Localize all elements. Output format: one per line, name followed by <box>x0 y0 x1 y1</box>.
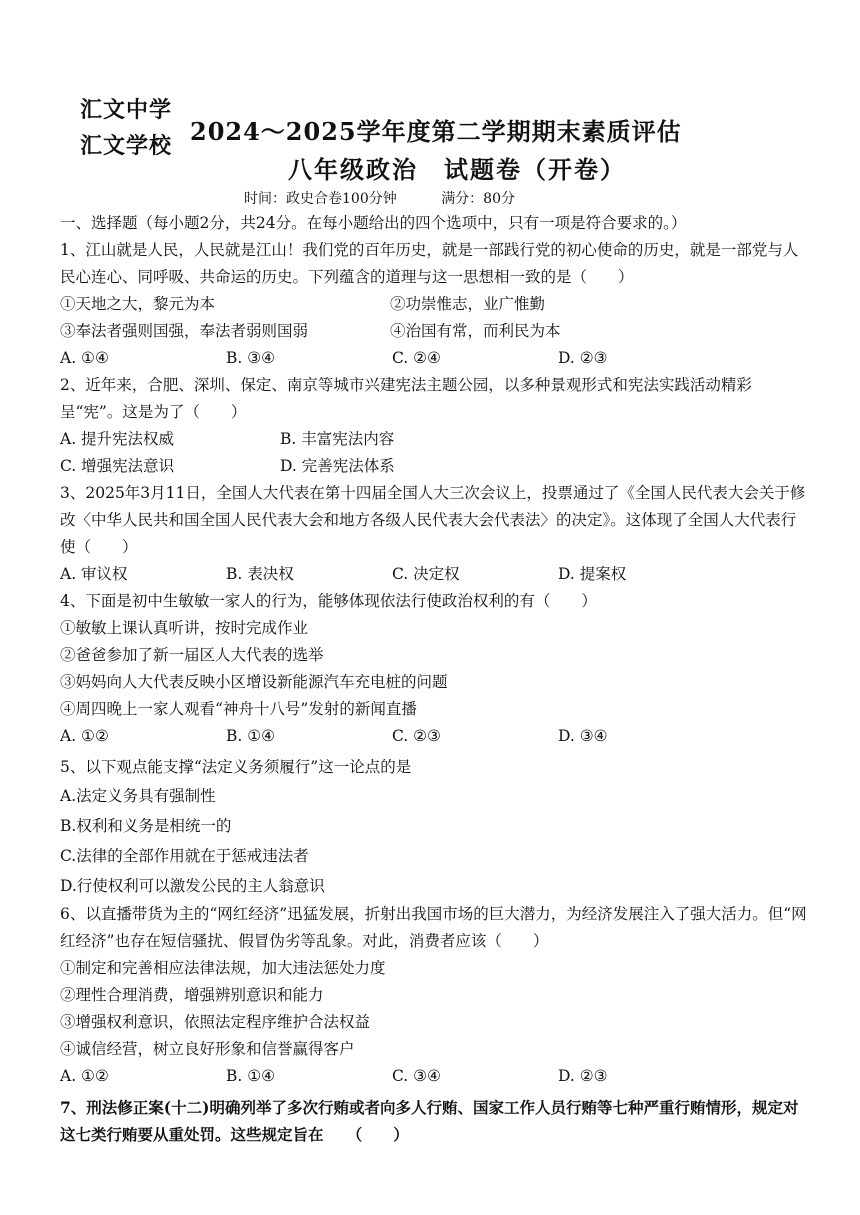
q3-option-a: A. 审议权 <box>60 565 128 583</box>
exam-meta <box>244 188 555 208</box>
q6-item-3: ③增强权利意识，依照法定程序维护合法权益 <box>60 1013 371 1031</box>
q1-option-b: B. ③④ <box>226 349 276 367</box>
q2-option-b: B. 丰富宪法内容 <box>280 430 395 448</box>
q2-stem: 2、近年来，合肥、深圳、保定、南京等城市兴建宪法主题公园，以多种景观形式和宪法实践活动精彩呈“宪”。这是为了（ ） <box>60 376 752 421</box>
q4-item-3: ③妈妈向人大代表反映小区增设新能源汽车充电桩的问题 <box>60 673 448 691</box>
q4-item-4: ④周四晚上一家人观看“神舟十八号”发射的新闻直播 <box>60 700 417 718</box>
q2-options-row-2 <box>60 453 810 480</box>
q4-option-c: C. ②③ <box>392 727 441 745</box>
q1-option-a: A. ①④ <box>60 349 109 367</box>
q3-option-d: D. 提案权 <box>558 565 627 583</box>
exam-time: 时间：政史合卷100分钟 <box>244 191 397 207</box>
q5-stem: 5、以下观点能支撑“法定义务须履行”这一论点的是 <box>60 758 412 776</box>
q2-option-d: D. 完善宪法体系 <box>280 457 395 475</box>
exam-subtitle: 八年级政治 试题卷（开卷） <box>288 155 626 184</box>
q3-stem: 3、2025年3月11日，全国人大代表在第十四届全国人大三次会议上，投票通过了《全国人民代表大会关于修改〈中华人民共和国全国人民代表大会和地方各级人民代表大会代表法〉的决定》。这体现了全国人大代表行使（ ） <box>60 484 806 556</box>
q4-item-2: ②爸爸参加了新一届区人大代表的选举 <box>60 646 324 664</box>
q6-option-c: C. ③④ <box>392 1067 441 1085</box>
q4-option-a: A. ①② <box>60 727 109 745</box>
question-body <box>60 210 810 1148</box>
q1-item-1: ①天地之大，黎元为本 <box>60 295 216 313</box>
q6-stem: 6、以直播带货为主的“网红经济”迅猛发展，折射出我国市场的巨大潜力，为经济发展注入了强大活力。但“网红经济”也存在短信骚扰、假冒伪劣等乱象。对此，消费者应该（ ） <box>60 905 807 950</box>
q1-item-2: ②功崇惟志，业广惟勤 <box>390 295 546 313</box>
school-names <box>80 92 172 164</box>
q2-options-row-1 <box>60 426 810 453</box>
school-name-1: 汇文中学 <box>80 97 173 123</box>
q1-stem: 1、江山就是人民，人民就是江山！我们党的百年历史，就是一部践行党的初心使命的历史，就是一部党与人民心连心、同呼吸、共命运的历史。下列蕴含的道理与这一思想相一致的是（ ） <box>60 241 799 286</box>
school-name-2: 汇文学校 <box>80 133 173 159</box>
q5-option-b: B.权利和义务是相统一的 <box>60 817 232 835</box>
exam-title: 2024～2025学年度第二学期期末素质评估 <box>190 117 682 146</box>
q1-option-d: D. ②③ <box>558 349 608 367</box>
section-heading: 一、选择题（每小题2分，共24分。在每小题给出的四个选项中，只有一项是符合要求的。） <box>60 214 687 232</box>
q5-option-d: D.行使权利可以激发公民的主人翁意识 <box>60 877 325 895</box>
q1-items-row-1 <box>60 291 810 318</box>
q6-option-a: A. ①② <box>60 1067 109 1085</box>
q1-option-c: C. ②④ <box>392 349 441 367</box>
q4-option-d: D. ③④ <box>558 727 608 745</box>
q4-option-b: B. ①④ <box>226 727 276 745</box>
q3-option-b: B. 表决权 <box>226 565 294 583</box>
q6-option-b: B. ①④ <box>226 1067 276 1085</box>
q5-option-a: A.法定义务具有强制性 <box>60 787 216 805</box>
q3-option-c: C. 决定权 <box>392 565 460 583</box>
q6-item-2: ②理性合理消费，增强辨别意识和能力 <box>60 986 324 1004</box>
exam-score: 满分：80分 <box>441 191 516 207</box>
q4-options <box>60 723 810 750</box>
q1-options <box>60 345 810 372</box>
q6-item-1: ①制定和完善相应法律法规，加大违法惩处力度 <box>60 959 386 977</box>
q1-item-3: ③奉法者强则国强，奉法者弱则国弱 <box>60 322 309 340</box>
q3-options <box>60 561 810 588</box>
q4-stem: 4、下面是初中生敏敏一家人的行为，能够体现依法行使政治权利的有（ ） <box>60 592 597 610</box>
q2-option-c: C. 增强宪法意识 <box>60 457 175 475</box>
q6-options <box>60 1063 810 1090</box>
q2-option-a: A. 提升宪法权威 <box>60 430 175 448</box>
q1-item-4: ④治国有常，而利民为本 <box>390 322 561 340</box>
q7-stem: 7、刑法修正案(十二)明确列举了多次行贿或者向多人行贿、国家工作人员行贿等七种严重行贿情形，规定对这七类行贿要从重处罚。这些规定旨在 （ ） <box>60 1098 799 1144</box>
q1-items-row-2 <box>60 318 810 345</box>
q5-option-c: C.法律的全部作用就在于惩戒违法者 <box>60 847 309 865</box>
q6-item-4: ④诚信经营，树立良好形象和信誉赢得客户 <box>60 1040 355 1058</box>
q6-option-d: D. ②③ <box>558 1067 608 1085</box>
q4-item-1: ①敏敏上课认真听讲，按时完成作业 <box>60 619 309 637</box>
